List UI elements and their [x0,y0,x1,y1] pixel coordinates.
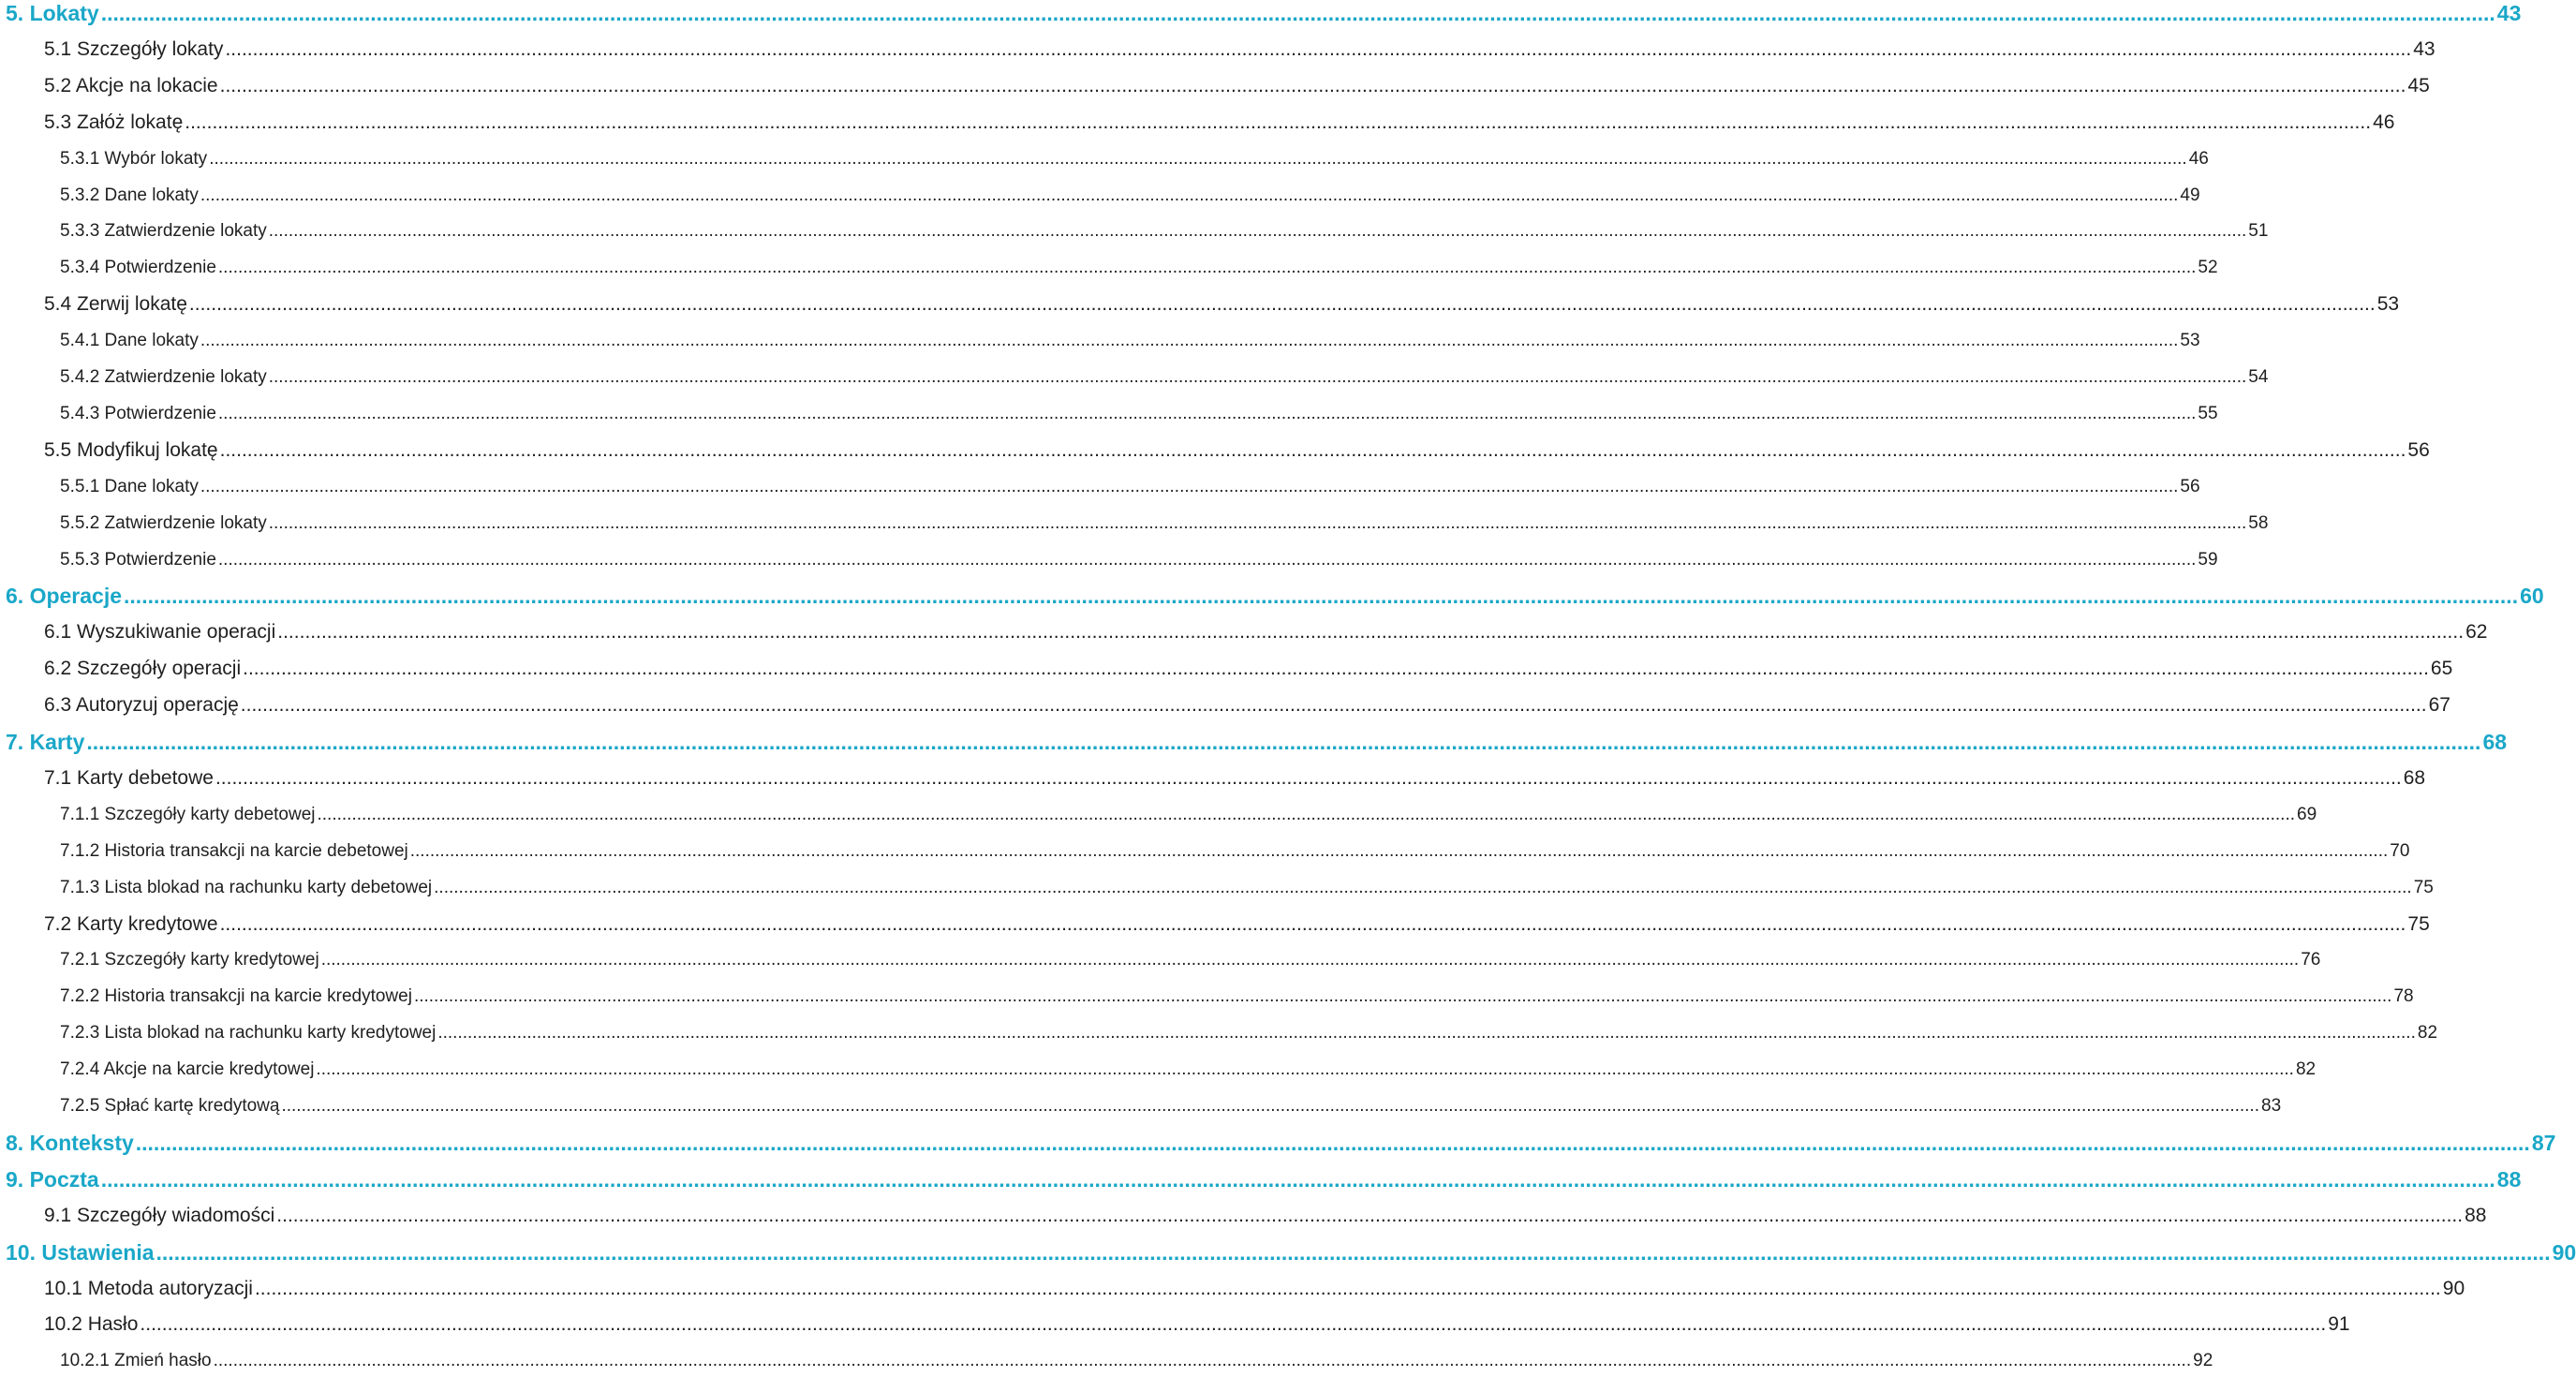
toc-entry-page-number: 78 [2393,986,2414,1007]
toc-entry-title: 7. Karty [6,730,85,754]
toc-entry[interactable] [6,580,2544,612]
toc-entry-page-number: 67 [2428,694,2450,717]
dot-leader: ................................................................................................................................................................................................................................................................................................................................................................................................................ [277,621,2465,644]
toc-entry-page-number: 75 [2413,877,2434,897]
toc-entry-page-number: 82 [2295,1059,2317,1080]
toc-entry-title: 6.2 Szczegóły operacji [44,658,242,680]
toc-entry-page-number: 65 [2430,658,2453,680]
toc-entry[interactable] [6,0,2522,29]
toc-entry-title: 7.1.1 Szczegóły karty debetowej [60,804,316,824]
toc-entry[interactable] [44,616,2488,648]
toc-entry-page-number: 55 [2198,403,2218,423]
dot-leader: ................................................................................................................................................................................................................................................................................................................................................................................................................ [219,74,2406,96]
dot-leader: ................................................................................................................................................................................................................................................................................................................................................................................................................ [281,1096,2259,1116]
dot-leader: ................................................................................................................................................................................................................................................................................................................................................................................................................ [135,1130,2530,1155]
dot-leader: ................................................................................................................................................................................................................................................................................................................................................................................................................ [217,549,2197,570]
toc-entry-title: 5. Lokaty [6,1,99,25]
toc-entry-page-number: 59 [2198,549,2218,570]
toc-entry-title: 5.3.4 Potwierdzenie [60,258,216,278]
dot-leader: ................................................................................................................................................................................................................................................................................................................................................................................................................ [155,1239,2551,1265]
toc-entry-page-number: 43 [2496,1,2522,25]
toc-entry-title: 5.4 Zerwij lokatę [44,293,187,316]
toc-entry[interactable] [60,325,2200,357]
toc-entry-page-number: 56 [2407,438,2430,461]
toc-entry-page-number: 88 [2496,1166,2522,1192]
toc-entry[interactable] [44,70,2430,102]
dot-leader: ................................................................................................................................................................................................................................................................................................................................................................................................................ [268,221,2247,242]
dot-leader: ................................................................................................................................................................................................................................................................................................................................................................................................................ [225,37,2412,60]
toc-entry-title: 7.2.4 Akcje na karcie kredytowej [60,1059,315,1080]
toc-entry-title: 5.5.3 Potwierdzenie [60,549,216,570]
toc-entry-title: 5.5.2 Zatwierdzenie lokaty [60,512,267,533]
toc-entry-title: 9.1 Szczegóły wiadomości [44,1204,275,1226]
toc-entry[interactable] [44,34,2435,66]
dot-leader: ................................................................................................................................................................................................................................................................................................................................................................................................................ [200,476,2179,496]
toc-entry[interactable] [60,143,2209,175]
dot-leader: ................................................................................................................................................................................................................................................................................................................................................................................................................ [209,148,2187,169]
toc-entry[interactable] [60,398,2218,430]
toc-entry-title: 10.2.1 Zmień hasło [60,1351,212,1371]
toc-entry[interactable] [60,944,2321,976]
toc-entry[interactable] [6,726,2508,758]
toc-entry-page-number: 92 [2193,1351,2213,1371]
toc-entry-title: 5.3.3 Zatwierdzenie lokaty [60,221,267,242]
toc-entry[interactable] [44,1273,2465,1305]
toc-entry-page-number: 56 [2180,476,2200,496]
dot-leader: ................................................................................................................................................................................................................................................................................................................................................................................................................ [413,986,2392,1007]
toc-entry-title: 6.1 Wyszukiwanie operacji [44,621,276,644]
toc-entry-title: 10.1 Metoda autoryzacji [44,1277,253,1299]
dot-leader: ................................................................................................................................................................................................................................................................................................................................................................................................................ [316,1059,2294,1080]
dot-leader: ................................................................................................................................................................................................................................................................................................................................................................................................................ [200,331,2179,351]
toc-entry[interactable] [60,799,2317,831]
toc-entry-page-number: 90 [2442,1277,2465,1299]
toc-entry-title: 6. Operacje [6,584,123,609]
toc-entry-title: 7.2.2 Historia transakcji na karcie kredytowej [60,986,412,1007]
toc-entry-page-number: 45 [2407,74,2430,96]
toc-entry[interactable] [60,1090,2282,1122]
toc-entry-page-number: 87 [2531,1130,2556,1155]
toc-entry[interactable] [44,289,2400,320]
dot-leader: ................................................................................................................................................................................................................................................................................................................................................................................................................ [217,403,2197,423]
toc-entry[interactable] [60,981,2414,1013]
toc-entry-title: 6.3 Autoryzuj operację [44,694,239,717]
toc-entry[interactable] [44,653,2453,685]
dot-leader: ................................................................................................................................................................................................................................................................................................................................................................................................................ [219,912,2406,935]
toc-entry-title: 5.4.3 Potwierdzenie [60,403,216,423]
toc-entry-title: 7.2.5 Spłać kartę kredytową [60,1096,280,1116]
toc-entry-page-number: 68 [2482,730,2508,754]
toc-entry-title: 7.1 Karty debetowe [44,766,214,789]
toc-entry[interactable] [60,252,2218,284]
dot-leader: ................................................................................................................................................................................................................................................................................................................................................................................................................ [124,584,2519,609]
toc-entry[interactable] [44,1309,2350,1340]
toc-entry[interactable] [44,435,2430,466]
dot-leader: ................................................................................................................................................................................................................................................................................................................................................................................................................ [100,1166,2495,1192]
toc-entry-page-number: 49 [2180,185,2200,205]
toc-entry-page-number: 70 [2390,840,2410,861]
toc-entry-page-number: 90 [2552,1239,2576,1265]
toc-entry[interactable] [44,107,2395,139]
toc-entry-title: 10.2 Hasło [44,1313,139,1336]
toc-entry[interactable] [6,1127,2556,1159]
toc-entry-page-number: 83 [2261,1096,2282,1116]
toc-entry-page-number: 53 [2180,331,2200,351]
dot-leader: ................................................................................................................................................................................................................................................................................................................................................................................................................ [409,840,2389,861]
toc-entry[interactable] [44,1200,2487,1232]
toc-entry[interactable] [44,909,2430,940]
dot-leader: ................................................................................................................................................................................................................................................................................................................................................................................................................ [200,185,2179,205]
dot-leader: ................................................................................................................................................................................................................................................................................................................................................................................................................ [276,1204,2464,1226]
dot-leader: ................................................................................................................................................................................................................................................................................................................................................................................................................ [434,877,2412,897]
toc-entry-page-number: 82 [2417,1023,2438,1044]
toc-entry-title: 7.2.3 Lista blokad na rachunku karty kredytowej [60,1023,437,1044]
toc-entry-page-number: 75 [2407,912,2430,935]
toc-entry-page-number: 43 [2413,37,2435,60]
toc-entry[interactable] [6,1236,2576,1268]
dot-leader: ................................................................................................................................................................................................................................................................................................................................................................................................................ [100,1,2495,25]
dot-leader: ................................................................................................................................................................................................................................................................................................................................................................................................................ [268,367,2247,387]
toc-entry[interactable] [60,508,2269,540]
toc-entry-title: 5.3 Załóż lokatę [44,111,184,133]
toc-entry-title: 5.1 Szczegóły lokaty [44,37,224,60]
toc-entry-page-number: 68 [2403,766,2426,789]
toc-entry-page-number: 62 [2465,621,2488,644]
toc-entry[interactable] [60,544,2218,576]
toc-entry-title: 7.2.1 Szczegóły karty kredytowej [60,950,319,970]
toc-entry-page-number: 46 [2373,111,2395,133]
toc-entry[interactable] [60,1017,2438,1049]
dot-leader: ................................................................................................................................................................................................................................................................................................................................................................................................................ [219,438,2406,461]
dot-leader: ................................................................................................................................................................................................................................................................................................................................................................................................................ [215,766,2402,789]
toc-entry-page-number: 51 [2248,221,2269,242]
toc-entry[interactable] [60,1054,2317,1086]
toc-entry-title: 7.1.2 Historia transakcji na karcie debetowej [60,840,408,861]
toc-entry-page-number: 54 [2248,367,2269,387]
dot-leader: ................................................................................................................................................................................................................................................................................................................................................................................................................ [188,293,2376,316]
toc-entry-page-number: 52 [2198,258,2218,278]
dot-leader: ................................................................................................................................................................................................................................................................................................................................................................................................................ [185,111,2372,133]
dot-leader: ................................................................................................................................................................................................................................................................................................................................................................................................................ [254,1277,2441,1299]
toc-entry-title: 10. Ustawienia [6,1239,155,1265]
toc-entry-title: 8. Konteksty [6,1130,134,1155]
dot-leader: ................................................................................................................................................................................................................................................................................................................................................................................................................ [317,804,2296,824]
toc-entry-page-number: 69 [2297,804,2317,824]
toc-entry[interactable] [60,215,2269,247]
toc-entry[interactable] [44,689,2450,721]
dot-leader: ................................................................................................................................................................................................................................................................................................................................................................................................................ [213,1351,2192,1371]
toc-entry[interactable] [44,763,2426,794]
toc-entry[interactable] [60,872,2434,904]
toc-entry-title: 5.4.2 Zatwierdzenie lokaty [60,367,267,387]
toc-entry-page-number: 53 [2376,293,2400,316]
dot-leader: ................................................................................................................................................................................................................................................................................................................................................................................................................ [240,694,2427,717]
toc-entry[interactable] [60,1345,2213,1377]
dot-leader: ................................................................................................................................................................................................................................................................................................................................................................................................................ [140,1313,2327,1336]
toc-entry-title: 5.3.2 Dane lokaty [60,185,199,205]
dot-leader: ................................................................................................................................................................................................................................................................................................................................................................................................................ [320,950,2300,970]
toc-entry-page-number: 88 [2465,1204,2487,1226]
toc-entry-title: 7.2 Karty kredytowe [44,912,218,935]
toc-entry-title: 5.3.1 Wybór lokaty [60,148,208,169]
toc-entry-title: 9. Poczta [6,1166,99,1192]
toc-entry[interactable] [60,180,2200,212]
toc-entry-title: 5.4.1 Dane lokaty [60,331,199,351]
dot-leader: ................................................................................................................................................................................................................................................................................................................................................................................................................ [437,1023,2416,1044]
toc-entry-page-number: 58 [2248,512,2269,533]
toc-entry-page-number: 60 [2520,584,2544,609]
toc-entry-page-number: 76 [2301,950,2321,970]
toc-entry[interactable] [60,471,2200,503]
toc-entry-title: 5.2 Akcje na lokacie [44,74,218,96]
toc-entry-page-number: 91 [2328,1313,2350,1336]
toc-entry-title: 7.1.3 Lista blokad na rachunku karty debetowej [60,877,433,897]
toc-entry-page-number: 46 [2188,148,2209,169]
dot-leader: ................................................................................................................................................................................................................................................................................................................................................................................................................ [243,658,2429,680]
dot-leader: ................................................................................................................................................................................................................................................................................................................................................................................................................ [86,730,2481,754]
toc-entry-title: 5.5.1 Dane lokaty [60,476,199,496]
dot-leader: ................................................................................................................................................................................................................................................................................................................................................................................................................ [268,512,2247,533]
toc-entry[interactable] [60,362,2269,393]
toc-entry[interactable] [60,836,2410,867]
toc-entry-title: 5.5 Modyfikuj lokatę [44,438,218,461]
toc-entry[interactable] [6,1163,2522,1195]
dot-leader: ................................................................................................................................................................................................................................................................................................................................................................................................................ [217,258,2197,278]
